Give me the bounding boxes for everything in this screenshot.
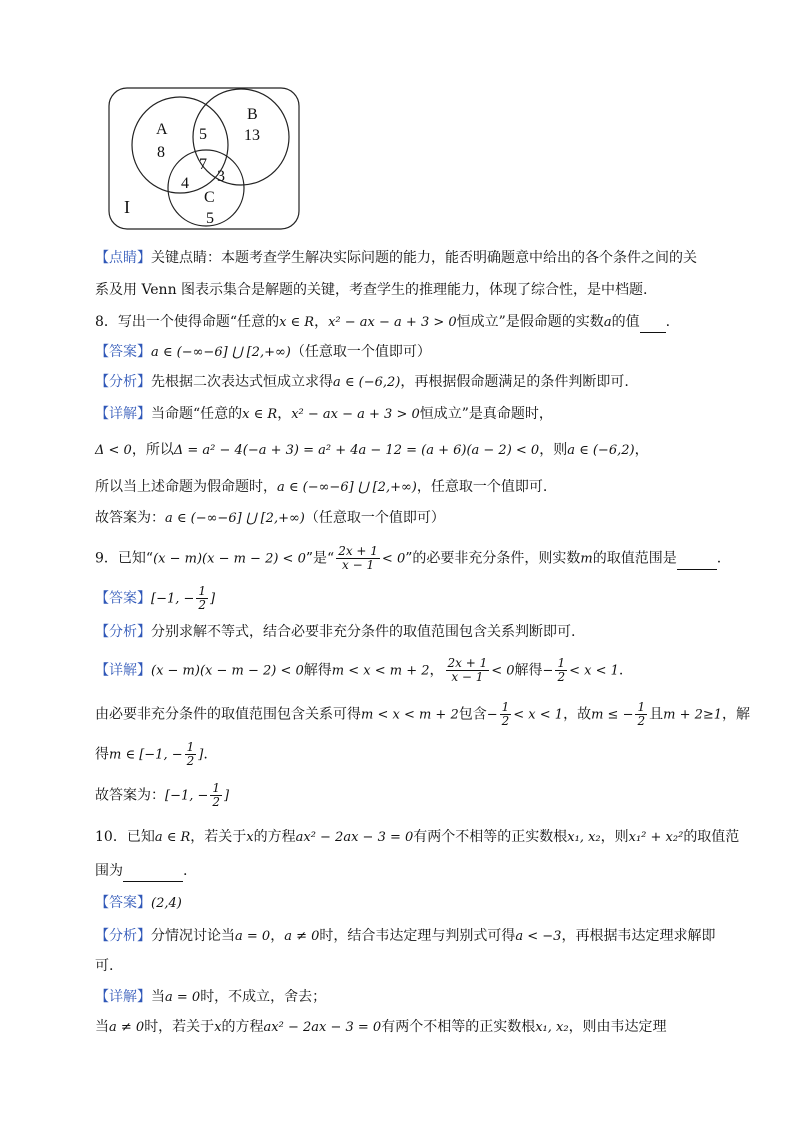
q10-analysis-math: a ≠ 0 (284, 929, 320, 944)
answer-tag: 【答案】 (95, 590, 151, 607)
q9-detail-math: < x < 1 (569, 663, 619, 679)
q10-answer-math: (2,4) (151, 896, 182, 911)
q9-fraction (336, 545, 380, 572)
q8-final-math: a ∈ (−∞−6] ⋃ [2,+∞) (165, 511, 305, 526)
q10-detail-math: a ≠ 0 (109, 1020, 145, 1035)
q9-text: ”是“ (305, 550, 335, 567)
q8-detail-math: x ∈ R (242, 407, 278, 422)
q9-detail-text: 且 (649, 706, 664, 723)
q8-text: 8．写出一个使得命题“任意的 (95, 314, 280, 330)
q9-detail-text: . (203, 746, 208, 763)
q9-detail-math: m ≤ − (591, 707, 634, 723)
q8-math: x² − ax − a + 3 > 0 (328, 315, 457, 330)
q9-detail-math: − (486, 707, 498, 723)
q8-answer (95, 342, 431, 363)
q10-question-1 (95, 827, 739, 848)
q9-detail-math: m + 2≥1 (663, 707, 723, 723)
q10-math: x (246, 830, 254, 845)
label-b: B (247, 106, 258, 123)
q8-text: 恒成立”是假命题的实数 (456, 314, 604, 330)
q10-analysis-text: 分情况讨论当 (151, 928, 235, 944)
q9-answer (95, 585, 215, 612)
q9-detail-math: < x < 1 (513, 707, 564, 723)
q8-final (95, 508, 445, 529)
q9-detail-text: 解得 (514, 662, 543, 679)
q10-text: ，则 (600, 829, 629, 845)
q9-detail-math: − (542, 663, 554, 679)
q10-analysis-1 (95, 926, 715, 947)
detail-tag: 【详解】 (95, 662, 151, 679)
q10-detail-text: 当 (95, 1019, 109, 1035)
q8-detail-text: ，所以 (131, 442, 174, 458)
q8-math: a (603, 315, 612, 330)
q10-question-2 (95, 861, 187, 882)
q9-detail-math: < 0 (491, 663, 515, 679)
q10-detail-math: a = 0 (165, 990, 201, 1005)
value-b: 13 (244, 127, 260, 144)
q8-answer-note: （任意取一个值即可） (290, 344, 431, 360)
label-a: A (156, 121, 168, 138)
fraction-numerator: 1 (501, 700, 510, 714)
fraction-denominator: 2 (637, 714, 646, 728)
q9-final-math: [−1, − (165, 788, 209, 804)
q9-detail-math: m ∈ [−1, − (109, 747, 183, 763)
q8-detail-2 (95, 440, 649, 461)
q10-detail-2 (95, 1017, 667, 1038)
q10-text: 的方程 (253, 829, 296, 845)
q10-math: a ∈ R (154, 830, 191, 845)
q8-detail-text: 恒成立”是真命题时， (419, 406, 553, 422)
q9-final-math: ] (224, 788, 230, 804)
q10-detail-text: 时，若关于 (144, 1019, 215, 1035)
answer-tag: 【答案】 (95, 895, 151, 911)
q8-detail-1 (95, 404, 553, 425)
q9-answer-blank (677, 549, 717, 570)
q10-analysis-math: a = 0 (235, 929, 271, 944)
value-ac: 4 (181, 175, 189, 192)
q10-detail-text: 当 (151, 989, 165, 1005)
q10-text: 有两个不相等的正实数根 (413, 829, 568, 845)
dianjing-tag: 【点睛】 (95, 250, 151, 266)
q8-answer-blank (640, 312, 666, 333)
dianjing-text-1: 关键点睛：本题考查学生解决实际问题的能力，能否明确题意中给出的各个条件之间的关 (151, 250, 697, 266)
q9-answer-math: [−1, − (151, 591, 195, 607)
q8-detail-text: ，任意取一个值即可. (416, 479, 548, 495)
label-c: C (204, 189, 215, 206)
set-b-circle (193, 89, 289, 185)
half-fraction (185, 741, 197, 768)
value-c: 5 (206, 210, 214, 227)
q9-detail-text: . (618, 662, 624, 679)
q10-detail-math: x₁, x₂ (535, 1020, 569, 1035)
label-i: I (124, 197, 130, 217)
q9-detail-text: 由必要非充分条件的取值范围包含关系可得 (95, 706, 361, 723)
fraction-denominator: 2 (186, 754, 195, 768)
q10-analysis-text: ， (270, 928, 285, 944)
answer-tag: 【答案】 (95, 344, 151, 360)
q8-detail-math: Δ = a² − 4(−a + 3) = a² + 4a − 12 = (a + 6)(a − 2) < 0 (173, 443, 540, 458)
fraction-denominator: x − 1 (342, 558, 375, 572)
q10-analysis-text: ，再根据韦达定理求解即 (561, 928, 716, 944)
q8-final-text: 故答案为： (95, 510, 165, 526)
q8-question (95, 312, 670, 333)
q9-detail-math: m < x < m + 2 (331, 663, 430, 679)
q10-detail-text: 的方程 (221, 1019, 264, 1035)
value-ab: 5 (199, 126, 207, 143)
q10-math: x₁² + x₂² (628, 830, 684, 845)
q10-analysis-2 (95, 956, 113, 976)
q9-text: 9．已知“ (95, 550, 154, 567)
analysis-tag: 【分析】 (95, 928, 151, 944)
venn-diagram (108, 87, 300, 230)
q8-analysis (95, 372, 629, 393)
q9-math: < 0 (381, 551, 406, 567)
q10-text: ，若关于 (190, 829, 247, 845)
half-fraction (210, 782, 222, 809)
q9-analysis-text: 分别求解不等式，结合必要非充分条件的取值范围包含关系判断即可. (151, 624, 576, 640)
detail-tag: 【详解】 (95, 406, 151, 422)
q9-final-text: 故答案为： (95, 787, 165, 804)
q10-detail-math: ax² − 2ax − 3 = 0 (263, 1020, 382, 1035)
q10-answer (95, 893, 182, 914)
q9-detail-text: ， (429, 662, 444, 679)
fraction-numerator: 1 (637, 700, 646, 714)
q10-text: 的取值范 (683, 829, 740, 845)
q9-detail-text: 得 (95, 746, 109, 763)
analysis-tag: 【分析】 (95, 624, 151, 640)
dianjing-line-2 (95, 280, 648, 300)
q8-detail-text: 当命题“任意的 (151, 406, 243, 422)
q8-detail-math: Δ < 0 (95, 443, 132, 458)
half-fraction (635, 701, 647, 728)
q8-text: . (665, 314, 671, 330)
fraction-numerator: 2x + 1 (447, 656, 488, 670)
q9-answer-math: ] (210, 591, 216, 607)
q9-detail-1 (95, 657, 623, 684)
q9-detail-text: ，解 (722, 706, 751, 723)
fraction-numerator: 1 (212, 781, 221, 795)
q8-detail-text: 所以当上述命题为假命题时， (95, 479, 277, 495)
q9-math: (x − m)(x − m − 2) < 0 (153, 551, 306, 567)
q8-analysis-math: a ∈ (−6,2) (333, 375, 401, 390)
q9-detail-math: m < x < m + 2 (361, 707, 459, 723)
q8-text: 的值 (611, 314, 640, 330)
q10-analysis-math: a < −3 (515, 929, 562, 944)
q10-detail-math: x (214, 1020, 222, 1035)
q8-detail-math: a ∈ (−∞−6] ⋃ [2,+∞) (277, 480, 417, 495)
half-fraction (555, 657, 567, 684)
q10-detail-text: ，则由韦达定理 (568, 1019, 667, 1035)
q10-detail-text: 时，不成立，舍去； (200, 989, 327, 1005)
fraction-denominator: x − 1 (451, 670, 484, 684)
fraction-numerator: 1 (198, 584, 207, 598)
detail-tag: 【详解】 (95, 989, 151, 1005)
q10-math: ax² − 2ax − 3 = 0 (295, 830, 414, 845)
set-a-circle (132, 97, 228, 193)
q9-detail-text: ，故 (563, 706, 592, 723)
q10-analysis-text: 时，结合韦达定理与判别式可得 (319, 928, 516, 944)
q9-text: . (716, 550, 722, 567)
q10-detail-1 (95, 987, 326, 1008)
analysis-tag: 【分析】 (95, 374, 151, 390)
q8-analysis-text: 先根据二次表达式恒成立求得 (151, 374, 333, 390)
q10-analysis-text: 可. (95, 958, 114, 974)
q8-text: ， (314, 314, 329, 330)
fraction-denominator: 2 (557, 670, 566, 684)
half-fraction (500, 701, 512, 728)
q8-answer-math: a ∈ (−∞−6] ⋃ [2,+∞) (151, 345, 291, 360)
q9-text: 的取值范围是 (592, 550, 677, 567)
q10-detail-text: 有两个不相等的正实数根 (381, 1019, 536, 1035)
q10-answer-blank (123, 861, 183, 882)
q10-text: 围为 (95, 863, 123, 879)
dianjing-line-1 (95, 248, 697, 268)
q9-detail-text: 包含 (458, 706, 487, 723)
q8-detail-text: ，则 (539, 442, 568, 458)
value-bc: 3 (217, 168, 225, 185)
value-abc: 7 (199, 156, 207, 173)
q9-math: m (580, 551, 593, 567)
q8-detail-math: x² − ax − a + 3 > 0 (291, 407, 420, 422)
fraction-denominator: 2 (501, 714, 510, 728)
q10-text: 10．已知 (95, 829, 155, 845)
q8-detail-math: a ∈ (−6,2) (567, 443, 635, 458)
q10-math: x₁, x₂ (567, 830, 601, 845)
q9-detail-math: ] (198, 747, 204, 763)
q8-math: x ∈ R (279, 315, 315, 330)
q9-detail-fraction (446, 657, 490, 684)
q9-analysis (95, 622, 575, 642)
fraction-numerator: 2x + 1 (338, 544, 378, 558)
q9-detail-2 (95, 701, 750, 728)
fraction-numerator: 1 (186, 740, 195, 754)
q9-final (95, 782, 229, 809)
q8-analysis-text: ，再根据假命题满足的条件判断即可. (400, 374, 629, 390)
value-a: 8 (157, 144, 165, 161)
fraction-denominator: 2 (212, 795, 221, 809)
q8-final-text: （任意取一个值即可） (304, 510, 445, 526)
q8-detail-text: ， (277, 406, 292, 422)
q10-text: . (183, 863, 188, 879)
q8-detail-text: ， (634, 442, 649, 458)
q8-detail-3 (95, 477, 547, 498)
fraction-denominator: 2 (198, 598, 207, 612)
fraction-numerator: 1 (557, 656, 566, 670)
q9-detail-math: (x − m)(x − m − 2) < 0 (151, 663, 304, 679)
dianjing-text-2: 系及用 Venn 图表示集合是解题的关键，考查学生的推理能力，体现了综合性，是中档题. (95, 282, 648, 298)
q9-question (95, 545, 721, 572)
half-fraction (196, 585, 208, 612)
q9-detail-3 (95, 741, 208, 768)
q9-detail-text: 解得 (303, 662, 332, 679)
q9-text: ”的必要非充分条件，则实数 (405, 550, 581, 567)
